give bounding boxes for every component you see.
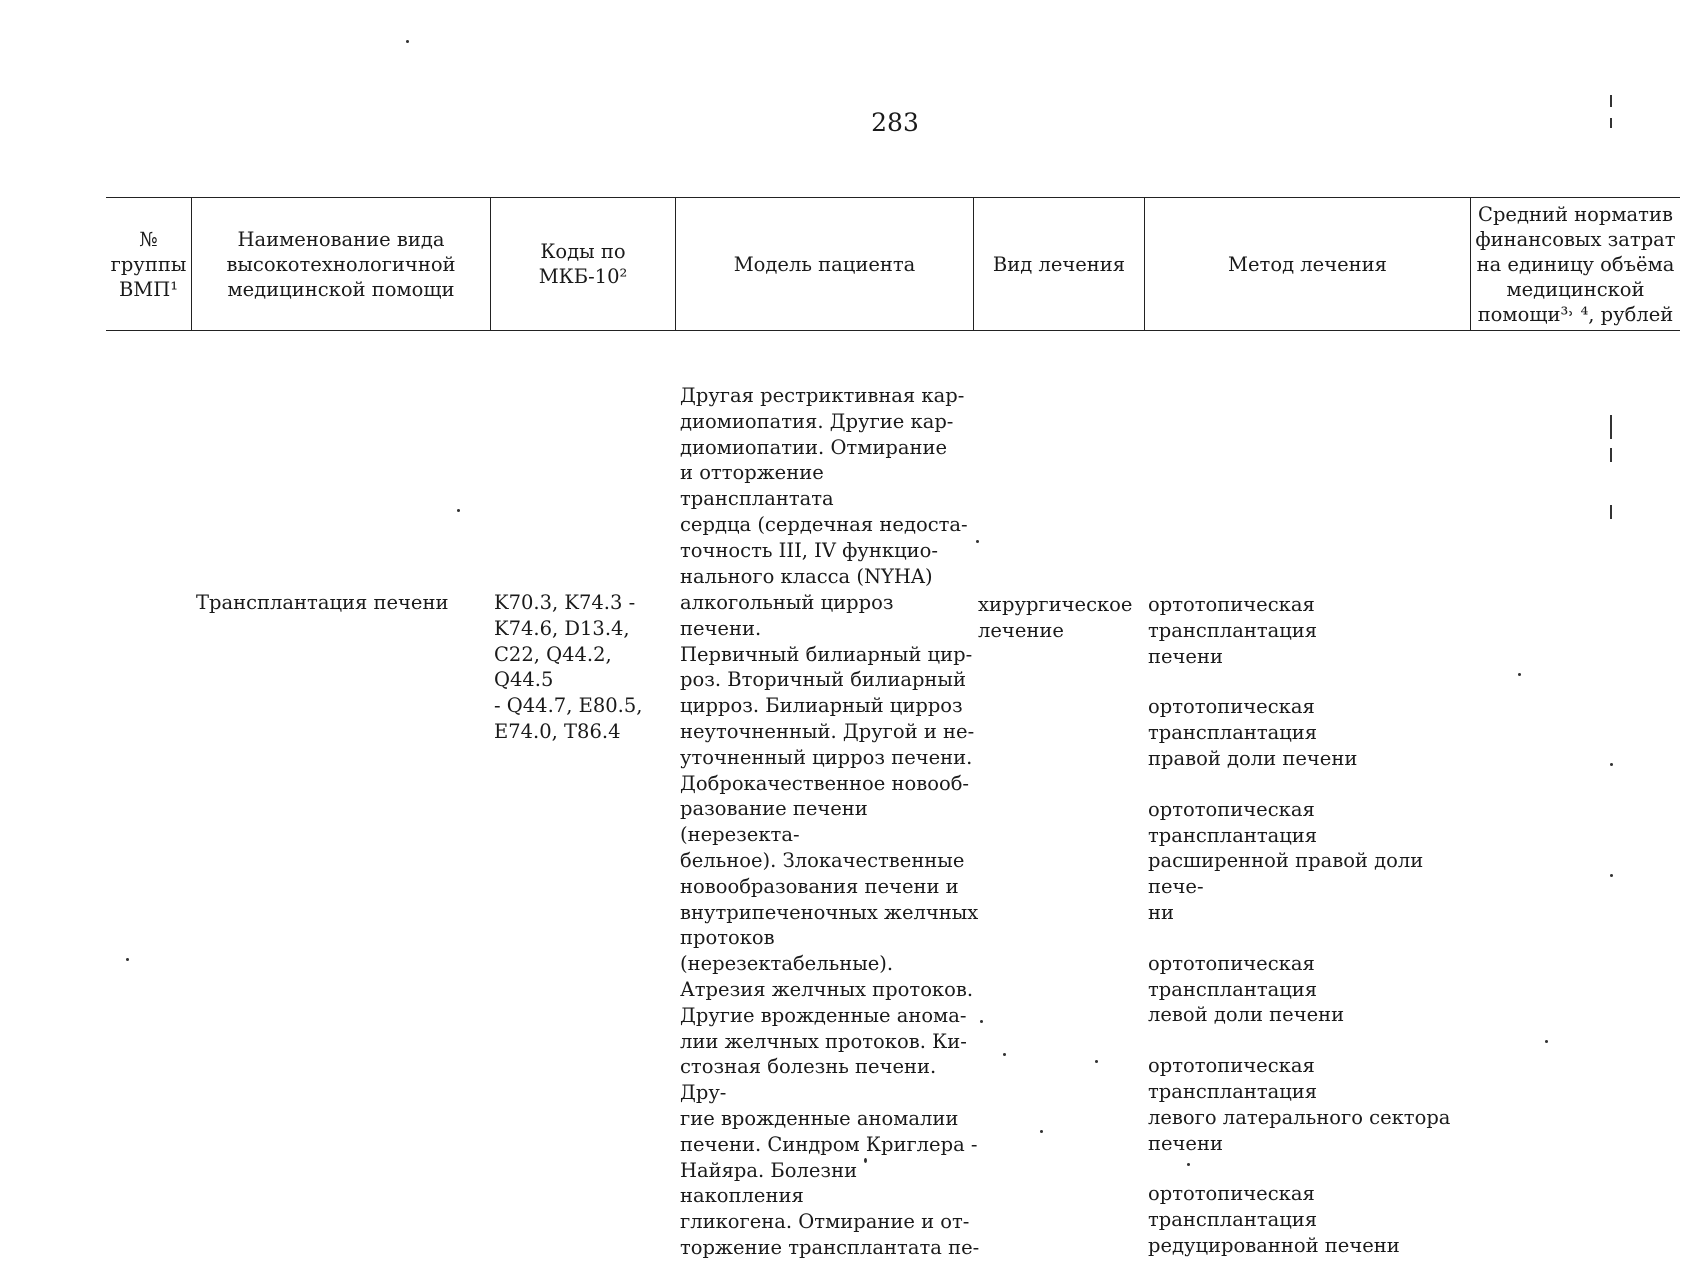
- method-item: ортотопическая трансплантация редуцированной печени: [1148, 1182, 1400, 1257]
- scan-speck: [1187, 1163, 1190, 1166]
- row-treatment-type: хирургическое лечение: [978, 593, 1133, 642]
- scan-speck: [1545, 1040, 1548, 1043]
- scan-speck: [1610, 415, 1612, 439]
- scan-speck: [1610, 505, 1612, 519]
- scan-speck: [1610, 448, 1612, 462]
- scan-speck: [1610, 118, 1612, 128]
- scan-speck: [1610, 874, 1613, 877]
- header-treatment-method: Метод лечения: [1144, 198, 1470, 330]
- row-treatment-methods: [1148, 592, 1478, 1284]
- row-care-type-name: Трансплантация печени: [196, 591, 449, 614]
- method-item: ортотопическая трансплантация левого латерального сектора печени: [1148, 1054, 1451, 1155]
- table-header: [106, 197, 1680, 331]
- method-item: ортотопическая трансплантация печени: [1148, 593, 1318, 668]
- scan-speck: [1040, 1130, 1043, 1133]
- scan-speck: [976, 540, 979, 543]
- scan-speck: [1610, 95, 1612, 107]
- scan-speck: [980, 1020, 983, 1023]
- header-treatment-type: Вид лечения: [973, 198, 1144, 330]
- row-patient-model: алкогольный цирроз печени. Первичный билиарный цир- роз. Вторичный билиарный цирроз. Билиарный цирроз неуточненный. Другой и не- уточненный цирроз печени. Доброкачественное новооб- разование печени (нерезекта- бельное). Злокачественные новообразования печени и внутрипеченочных желчных протоков (нерезектабельные). Атрезия желчных протоков. Другие врожденные анома- лии желчных протоков. Ки- стозная болезнь печени. Дру- гие врожденные аномалии печени. Синдром Криглера - Найяра. Болезни накопления гликогена. Отмирание и от- торжение трансплантата пе-: [680, 591, 980, 1259]
- scan-speck: [1518, 673, 1521, 676]
- scan-speck: [457, 509, 460, 512]
- header-icd-codes: Коды по МКБ-10²: [490, 198, 675, 330]
- scan-speck: [864, 1158, 867, 1163]
- header-average-cost: Средний норматив финансовых затрат на единицу объёма медицинской помощи³˒ ⁴, рублей: [1470, 198, 1680, 330]
- header-patient-model: Модель пациента: [675, 198, 973, 330]
- continuation-patient-model: Другая рестриктивная кар- диомиопатия. Другие кар- диомиопатии. Отмирание и отторжение трансплантата сердца (сердечная недоста- точность III, IV функцио- нального класса (NYHA): [680, 384, 968, 588]
- scan-speck: [1003, 1053, 1006, 1056]
- header-care-type-name: Наименование вида высокотехнологичной медицинской помощи: [191, 198, 490, 330]
- header-group-number: № группы ВМП¹: [110, 227, 187, 301]
- scan-speck: [126, 958, 129, 961]
- method-item: ортотопическая трансплантация расширенной правой доли пече- ни: [1148, 797, 1424, 924]
- method-item: ортотопическая трансплантация левой доли печени: [1148, 951, 1345, 1027]
- scan-speck: [1610, 763, 1613, 766]
- scan-speck: [406, 40, 409, 43]
- method-item: ортотопическая трансплантация правой доли печени: [1148, 695, 1358, 770]
- scan-speck: [1095, 1060, 1098, 1063]
- row-icd-codes: K70.3, K74.3 - K74.6, D13.4, C22, Q44.2, Q44.5 - Q44.7, E80.5, E74.0, T86.4: [494, 591, 643, 743]
- page-number: 283: [871, 108, 919, 137]
